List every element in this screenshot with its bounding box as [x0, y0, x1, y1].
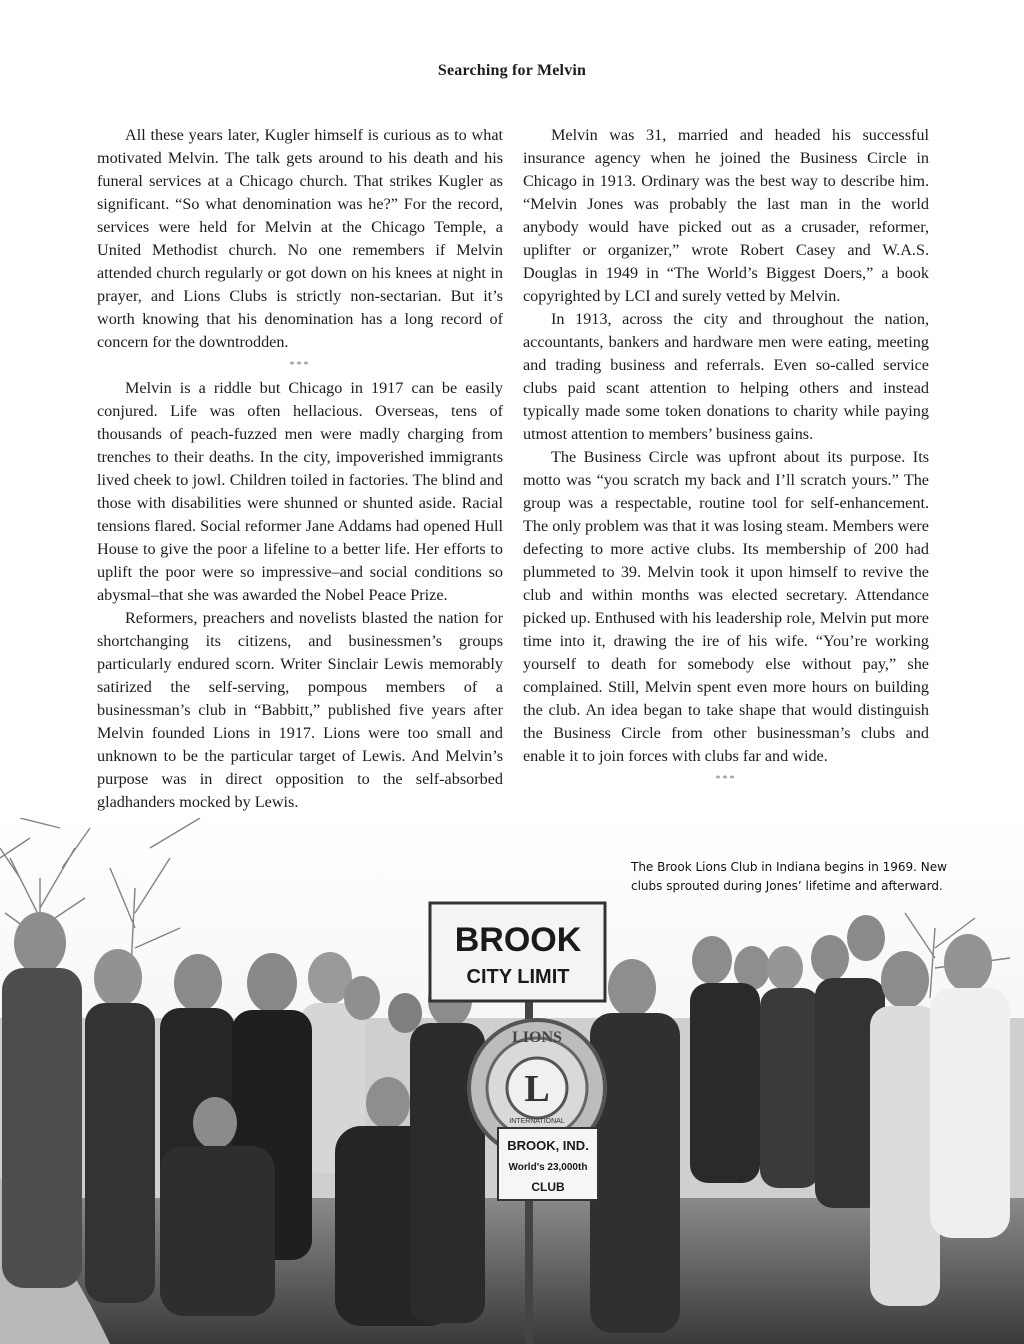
- emblem-letter: L: [524, 1068, 550, 1110]
- left-column: [97, 124, 503, 814]
- running-head: Searching for Melvin: [437, 62, 587, 79]
- small-sign-line2: World's 23,000th: [508, 1162, 588, 1173]
- sign-bottom-text: CITY LIMIT: [466, 966, 570, 988]
- photo-caption: The Brook Lions Club in Indiana begins in 1969. New clubs sprouted during Jones’ lifetime and afterward.: [631, 860, 947, 893]
- paragraph: Reformers, preachers and novelists blasted the nation for shortchanging its citizens, and businessmen’s groups particularly endured scorn. Writer Sinclair Lewis memorably satirized the self-serving, pompous members of a businessman’s club in “Babbitt,” published five years after Melvin founded Lions in 1917. Lions were too small and unknown to be the particular target of Lewis. And Melvin’s purpose was in direct opposition to the self-absorbed gladhanders mocked by Lewis.: [97, 609, 503, 811]
- emblem-band-text: INTERNATIONAL: [509, 1118, 565, 1125]
- small-sign: [498, 1128, 598, 1200]
- right-column: [523, 124, 929, 791]
- small-sign-line3: CLUB: [531, 1180, 565, 1194]
- section-separator: ***: [715, 774, 737, 785]
- sign-top-text: BROOK: [454, 921, 582, 959]
- small-sign-line1: BROOK, IND.: [507, 1138, 589, 1153]
- paragraph: Melvin is a riddle but Chicago in 1917 can be easily conjured. Life was often hellacious. Overseas, tens of thousands of peach-fuzzed men were madly charging from trenches to their deaths. In the city, impoverished immigrants lived cheek to jowl. Children toiled in factories. The blind and those with disabilities were shunned or shunted aside. Racial tensions flared. Social reformer Jane Addams had opened Hull House to give the poor a lifeline to a better life. Her efforts to uplift the poor were so impressive–and social conditions so abysmal–that she was awarded the Nobel Peace Prize.: [97, 379, 503, 604]
- paragraph: All these years later, Kugler himself is curious as to what motivated Melvin. The talk gets around to his death and his funeral services at a Chicago church. That strikes Kugler as significant. “So what denomination was he?” For the record, services were held for Melvin at the Chicago Temple, a United Methodist church. No one remembers if Melvin attended church regularly or got down on his knees at night in prayer, and Lions Clubs is strictly non-sectarian. But it’s worth knowing that his denomination has a long record of concern for the downtrodden.: [97, 126, 503, 351]
- paragraph: The Business Circle was upfront about its purpose. Its motto was “you scratch my back and I’ll scratch yours.” The group was a respectable, routine tool for self-enhancement. The only problem was that it was losing steam. Members were defecting to more active clubs. Its membership of 200 had plummeted to 39. Melvin took it upon himself to revive the club and within months was elected secretary. Attendance picked up. Enthused with his leadership role, Melvin put more time into it, drawing the ire of his wife. “You’re working yourself to death for somebody else without pay,” she complained. Still, Melvin spent even more hours on building the club. An idea began to take shape that would distinguish the Business Circle from other businessman’s clubs and enable it to join forces with clubs far and wide.: [523, 448, 929, 765]
- brook-lions-photo: [0, 818, 1024, 1344]
- paragraph: In 1913, across the city and throughout the nation, accountants, bankers and hardware men were eating, meeting and trading business and referrals. Even so-called service clubs paid scant attention to helping others and instead typically made some token donations to charity while paying utmost attention to members’ business gains.: [523, 310, 929, 443]
- paragraph: Melvin was 31, married and headed his successful insurance agency when he joined the Business Circle in Chicago in 1913. Ordinary was the best way to describe him. “Melvin Jones was probably the last man in the world anybody would have picked out as a crusader, reformer, uplifter or organizer,” wrote Robert Casey and W.A.S. Douglas in 1949 in “The World’s Biggest Doers,” a book copyrighted by LCI and surely vetted by Melvin.: [523, 126, 929, 305]
- section-separator: ***: [289, 360, 311, 371]
- emblem-ring-text: LIONS: [512, 1029, 562, 1046]
